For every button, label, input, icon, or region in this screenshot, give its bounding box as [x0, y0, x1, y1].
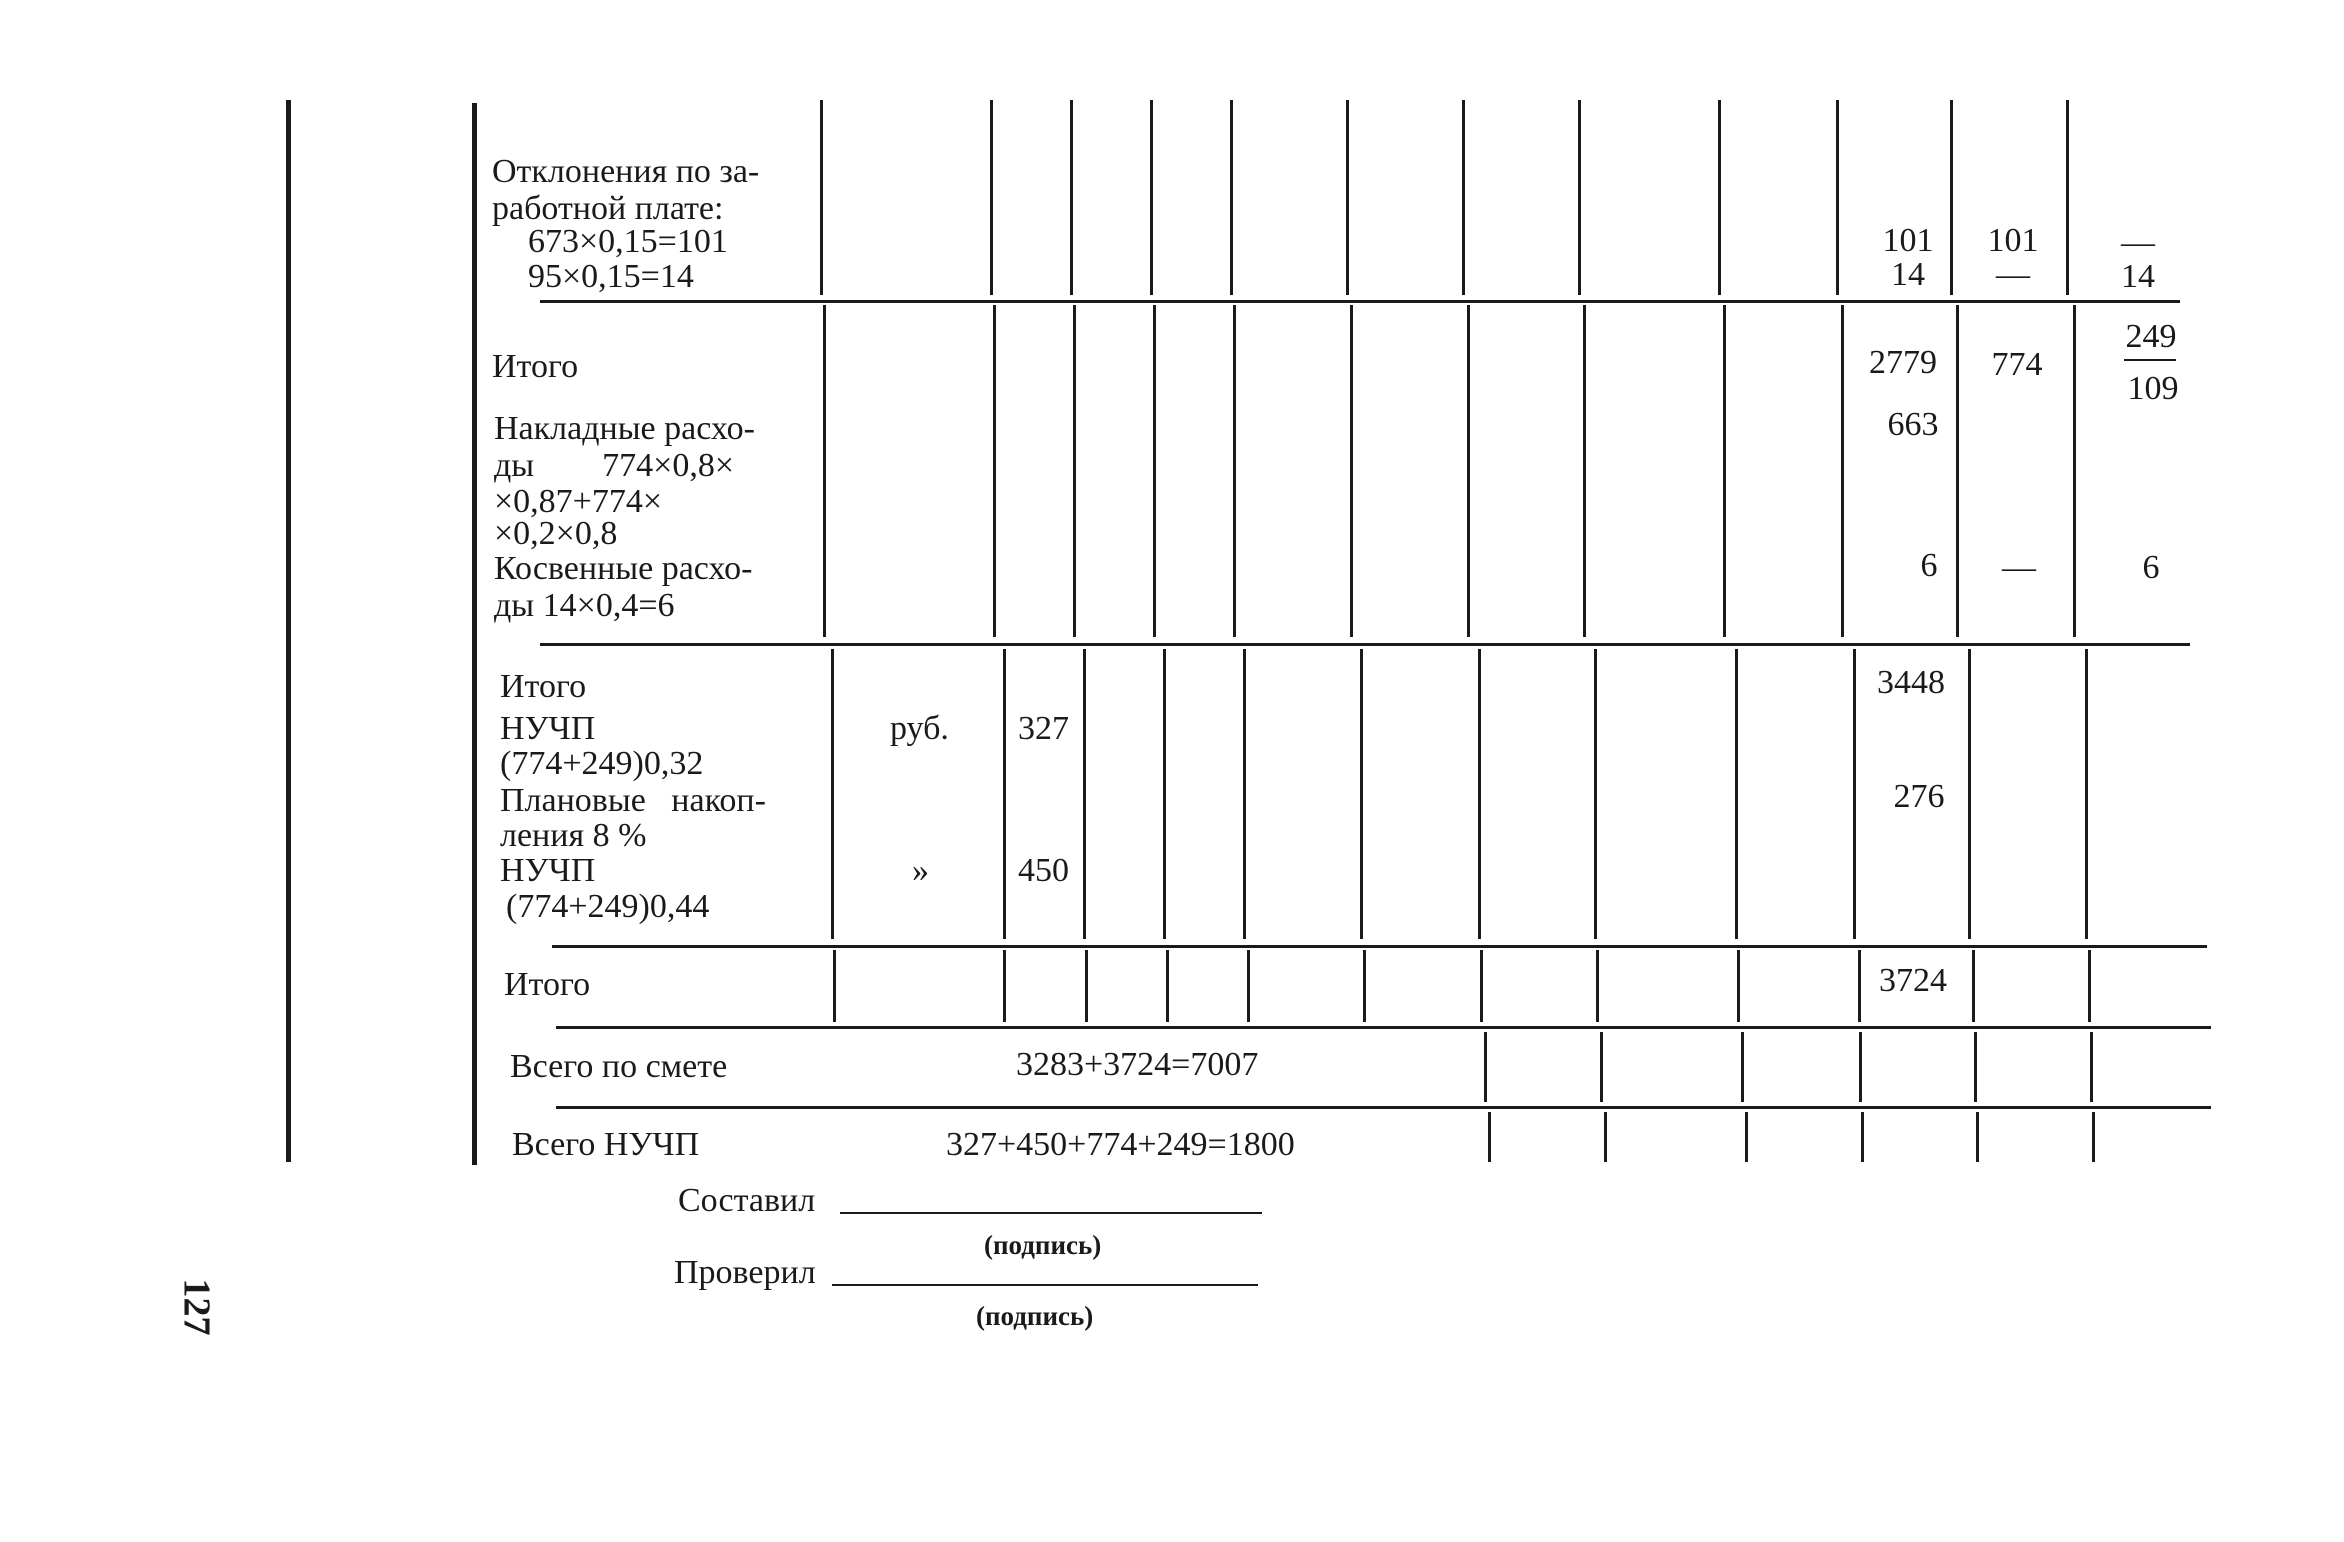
col-rule	[993, 305, 996, 637]
col-rule	[1083, 649, 1086, 939]
col-rule	[1583, 305, 1586, 637]
indirect-c1: 6	[1920, 547, 1938, 584]
itogo1-c3-numerator: 249	[2125, 318, 2177, 355]
col-rule	[1484, 1032, 1487, 1102]
planned-label-1: Плановые накоп-	[500, 782, 766, 819]
col-rule	[1718, 100, 1721, 295]
overhead-label-2: ды 774×0,8×	[494, 447, 734, 484]
row-separator	[540, 643, 2190, 646]
page-number: 127	[175, 1278, 218, 1336]
itogo2-label: Итого	[500, 668, 587, 705]
col-rule	[1480, 950, 1483, 1022]
nuchp1-label-1: НУЧП	[500, 710, 596, 747]
col-rule	[1073, 305, 1076, 637]
indirect-label-1: Косвенные расхо-	[494, 550, 753, 587]
col-rule	[820, 100, 823, 295]
nuchp1-label-2: (774+249)0,32	[500, 745, 704, 782]
col-rule	[1085, 950, 1088, 1022]
col-rule	[990, 100, 993, 295]
col-rule	[1363, 950, 1366, 1022]
nuchp2-label-2: (774+249)0,44	[506, 888, 710, 925]
deviations-c3-top: —	[2121, 224, 2155, 261]
nuchp2-unit: »	[912, 852, 929, 889]
col-rule	[1243, 649, 1246, 939]
col-rule	[1153, 305, 1156, 637]
col-rule	[1596, 950, 1599, 1022]
nuchp2-qty: 450	[1018, 852, 1069, 889]
compiled-signature-line	[840, 1212, 1262, 1214]
deviations-label-4: 95×0,15=14	[528, 258, 694, 295]
col-rule	[1230, 100, 1233, 295]
col-rule	[1488, 1112, 1491, 1162]
col-rule	[2073, 305, 2076, 637]
col-rule	[1735, 649, 1738, 939]
col-rule	[1604, 1112, 1607, 1162]
row-separator	[540, 300, 2180, 303]
col-rule	[1467, 305, 1470, 637]
itogo1-label: Итого	[492, 348, 579, 385]
deviations-c2-top: 101	[1987, 222, 2039, 259]
col-rule	[1070, 100, 1073, 295]
indirect-c3: 6	[2142, 549, 2160, 586]
col-rule	[2085, 649, 2088, 939]
deviations-label-1: Отклонения по за-	[492, 153, 760, 190]
col-rule	[1841, 305, 1844, 637]
table-left-border	[472, 103, 477, 1165]
overhead-label-4: ×0,2×0,8	[494, 515, 618, 552]
nuchp1-qty: 327	[1018, 710, 1069, 747]
row-separator	[556, 1106, 2211, 1109]
col-rule	[2090, 1032, 2093, 1102]
col-rule	[1150, 100, 1153, 295]
col-rule	[1166, 950, 1169, 1022]
col-rule	[1737, 950, 1740, 1022]
total-nuchp-label: Всего НУЧП	[512, 1126, 700, 1163]
col-rule	[1974, 1032, 1977, 1102]
col-rule	[1346, 100, 1349, 295]
col-rule	[1859, 1032, 1862, 1102]
overhead-c1: 663	[1887, 406, 1939, 443]
col-rule	[831, 649, 834, 939]
deviations-label-3: 673×0,15=101	[528, 223, 728, 260]
nuchp2-label-1: НУЧП	[500, 852, 596, 889]
row-separator	[556, 1026, 2211, 1029]
col-rule	[1741, 1032, 1744, 1102]
checked-signature-hint: (подпись)	[976, 1301, 1094, 1331]
col-rule	[1578, 100, 1581, 295]
left-margin-rule	[286, 100, 291, 1162]
col-rule	[1723, 305, 1726, 637]
itogo1-c3-denominator: 109	[2127, 370, 2179, 407]
total-nuchp-formula: 327+450+774+249=1800	[946, 1126, 1295, 1163]
col-rule	[1462, 100, 1465, 295]
col-rule	[1163, 649, 1166, 939]
col-rule	[2092, 1112, 2095, 1162]
row-separator	[552, 945, 2207, 948]
itogo1-c2: 774	[1991, 346, 2043, 383]
deviations-c1-bottom: 14	[1891, 256, 1925, 293]
itogo2-c1: 3448	[1877, 664, 1945, 701]
deviations-c3-bottom: 14	[2121, 258, 2155, 295]
col-rule	[1976, 1112, 1979, 1162]
compiled-signature-hint: (подпись)	[984, 1230, 1102, 1260]
deviations-c1-top: 101	[1882, 222, 1934, 259]
total-estimate-label: Всего по смете	[510, 1048, 728, 1085]
col-rule	[1003, 950, 1006, 1022]
col-rule	[1600, 1032, 1603, 1102]
col-rule	[1745, 1112, 1748, 1162]
overhead-label-1: Накладные расхо-	[494, 410, 755, 447]
col-rule	[1360, 649, 1363, 939]
col-rule	[2088, 950, 2091, 1022]
planned-c1: 276	[1893, 778, 1945, 815]
col-rule	[1233, 305, 1236, 637]
compiled-by-label: Составил	[678, 1182, 816, 1219]
col-rule	[823, 305, 826, 637]
col-rule	[1836, 100, 1839, 295]
col-rule	[1247, 950, 1250, 1022]
col-rule	[1594, 649, 1597, 939]
col-rule	[1003, 649, 1006, 939]
col-rule	[1861, 1112, 1864, 1162]
nuchp1-unit: руб.	[890, 710, 949, 747]
col-rule	[833, 950, 836, 1022]
itogo3-label: Итого	[504, 966, 591, 1003]
col-rule	[1350, 305, 1353, 637]
fraction-bar	[2124, 359, 2176, 361]
checked-signature-line	[832, 1284, 1258, 1286]
total-estimate-formula: 3283+3724=7007	[1016, 1046, 1259, 1083]
indirect-c2: —	[2002, 549, 2036, 586]
planned-label-2: ления 8 %	[500, 817, 647, 854]
col-rule	[1478, 649, 1481, 939]
indirect-label-2: ды 14×0,4=6	[494, 587, 675, 624]
itogo1-c1: 2779	[1869, 344, 1937, 381]
itogo3-c1: 3724	[1879, 962, 1947, 999]
deviations-c2-bottom: —	[1996, 256, 2030, 293]
overhead-label-3: ×0,87+774×	[494, 483, 663, 520]
checked-by-label: Проверил	[674, 1254, 816, 1291]
col-rule	[1972, 950, 1975, 1022]
deviations-label-2: работной плате:	[492, 190, 724, 227]
